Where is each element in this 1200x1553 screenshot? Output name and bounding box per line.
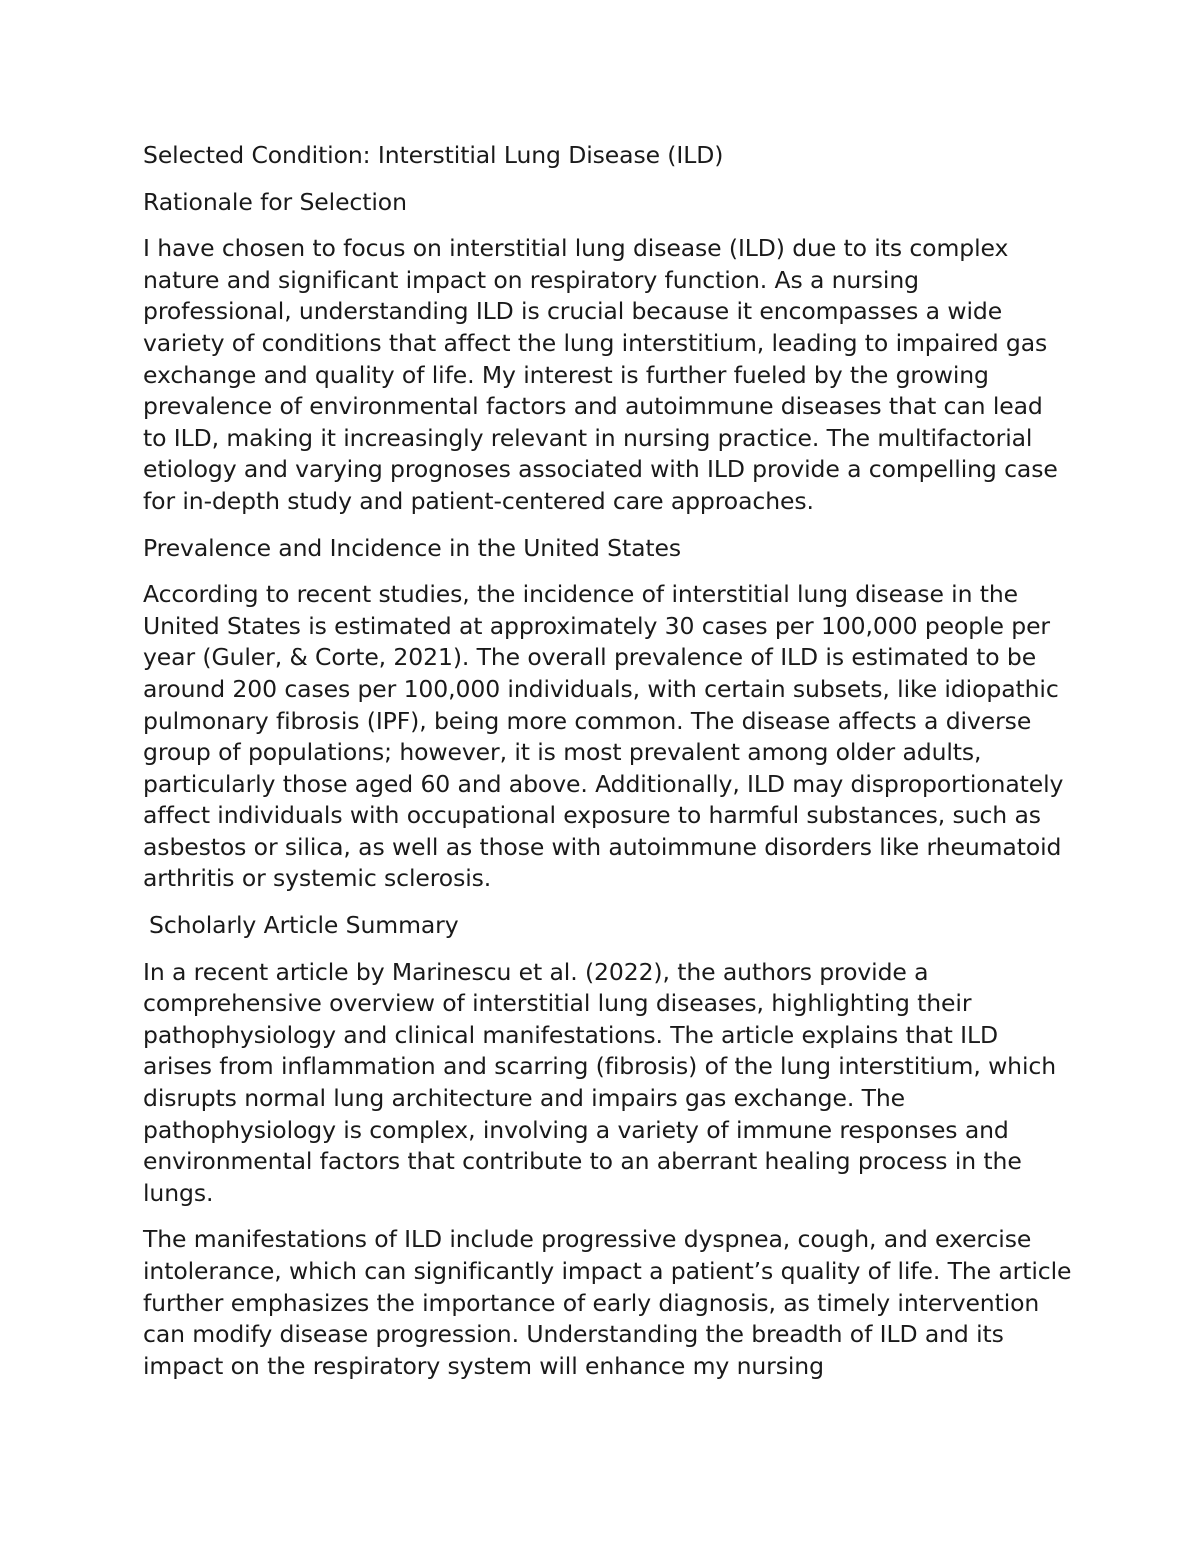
paragraph-article-summary-2: The manifestations of ILD include progressive dyspnea, cough, and exercise intolerance, which can significantly impact a patient’s quality of life. The article further emphasizes the importance of early diagnosis, as timely intervention can modify disease progression. Understanding the breadth of ILD and its impact on the respiratory system will enhance my nursing (143, 1225, 1072, 1380)
section-heading-prevalence: Prevalence and Incidence in the United States (143, 533, 682, 562)
section-heading-article-summary: Scholarly Article Summary (149, 911, 459, 940)
paragraph-article-summary-1: In a recent article by Marinescu et al. (2022), the authors provide a comprehensive overview of interstitial lung diseases, highlighting their pathophysiology and clinical manifestations. The article explains that ILD arises from inflammation and scarring (fibrosis) of the lung interstitium, which disrupts normal lung architecture and impairs gas exchange. The pathophysiology is complex, involving a variety of immune responses and environmental factors that contribute to an aberrant healing process in the lungs. (143, 957, 1057, 1207)
section-heading-rationale: Rationale for Selection (143, 187, 407, 216)
paragraph-prevalence: According to recent studies, the incidence of interstitial lung disease in the United States is estimated at approximately 30 cases per 100,000 people per year (Guler, & Corte, 2021). The overall prevalence of ILD is estimated to be around 200 cases per 100,000 individuals, with certain subsets, like idiopathic pulmonary fibrosis (IPF), being more common. The disease affects a diverse group of populations; however, it is most prevalent among older adults, particularly those aged 60 and above. Additionally, ILD may disproportionately affect individuals with occupational exposure to harmful substances, such as asbestos or silica, as well as those with autoimmune disorders like rheumatoid arthritis or systemic sclerosis. (143, 580, 1064, 893)
document-title: Selected Condition: Interstitial Lung Disease (ILD) (143, 141, 724, 169)
document-body (143, 140, 1073, 1397)
paragraph-rationale: I have chosen to focus on interstitial lung disease (ILD) due to its complex nature and significant impact on respiratory function. As a nursing professional, understanding ILD is crucial because it encompasses a wide variety of conditions that affect the lung interstitium, leading to impaired gas exchange and quality of life. My interest is further fueled by the growing prevalence of environmental factors and autoimmune diseases that can lead to ILD, making it increasingly relevant in nursing practice. The multifactorial etiology and varying prognoses associated with ILD provide a compelling case for in-depth study and patient-centered care approaches. (143, 234, 1058, 515)
